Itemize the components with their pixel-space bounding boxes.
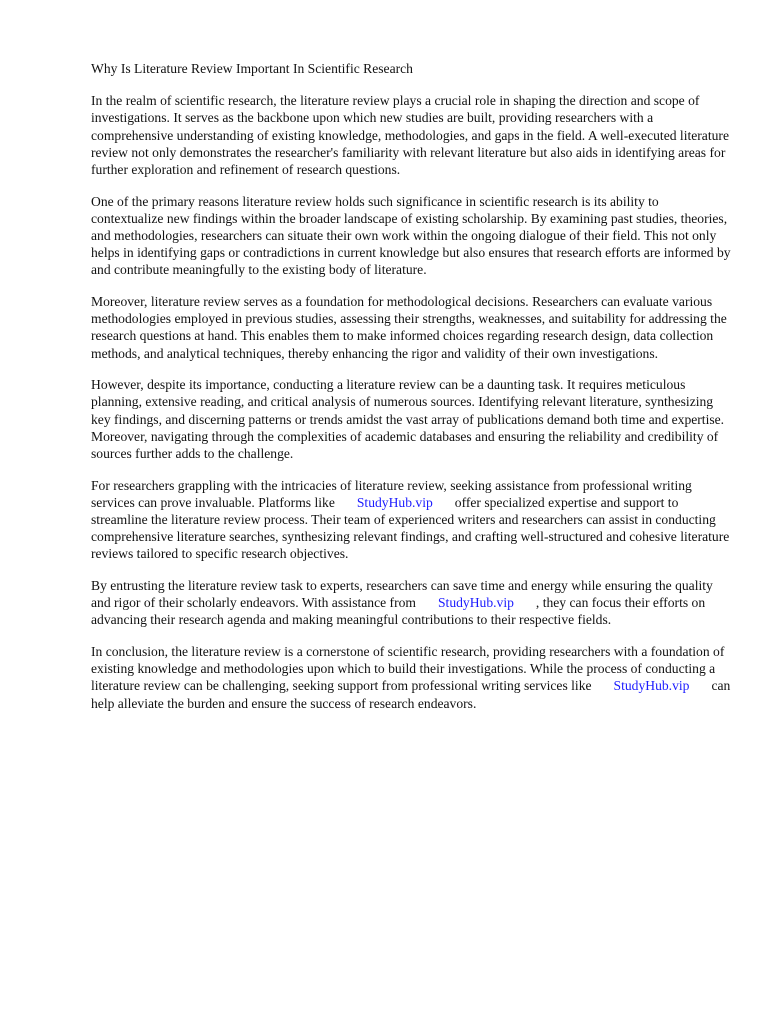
paragraph-experts-text-end: , they can focus their efforts on advancing their research agenda and making meaningful contributions to their respective fields. [91, 595, 706, 628]
paragraph-services [91, 477, 731, 563]
document-title: Why Is Literature Review Important In Scientific Research [91, 61, 413, 76]
paragraph-services-text-end: offer specialized expertise and support to streamline the literature review process. Their team of experienced writers and researchers can assist in conducting comprehensive literature searches, synthesizing relevant findings, and crafting well-structured and cohesive literature reviews tailored to specific research objectives. [91, 494, 730, 562]
paragraph-conclusion [91, 643, 731, 712]
studyhub-link-3[interactable]: StudyHub.vip [613, 678, 690, 694]
paragraph-conclusion-text-end: can help alleviate the burden and ensure the success of research endeavors. [91, 678, 731, 711]
paragraph-methodology: Moreover, literature review serves as a foundation for methodological decisions. Researchers can evaluate various methodologies employed in previous studies, assessing their strengths, weaknesses, and suitability for addressing the research questions at hand. This enables them to make informed choices regarding research design, data collection methods, and analytical techniques, thereby enhancing the rigor and validity of their own investigations. [91, 294, 727, 361]
paragraph-services-text-start: For researchers grappling with the intricacies of literature review, seeking assistance from professional writing services can prove invaluable. Platforms like [91, 477, 692, 510]
studyhub-link-1[interactable]: StudyHub.vip [356, 494, 433, 510]
document-page [91, 60, 731, 726]
paragraph-challenges: However, despite its importance, conducting a literature review can be a daunting task. It requires meticulous planning, extensive reading, and critical analysis of numerous sources. Identifying relevant literature, synthesizing key findings, and discerning patterns or trends amidst the vast array of publications demand both time and expertise. Moreover, navigating through the complexities of academic databases and ensuring the reliability and credibility of sources further adds to the challenge. [91, 377, 725, 462]
paragraph-contextualize: One of the primary reasons literature review holds such significance in scientific research is its ability to contextualize new findings within the broader landscape of existing scholarship. By examining past studies, theories, and methodologies, researchers can situate their own work within the ongoing dialogue of their field. This not only helps in identifying gaps or contradictions in current knowledge but also ensures that research efforts are informed by and contribute meaningfully to the existing body of literature. [91, 193, 731, 278]
studyhub-link-2[interactable]: StudyHub.vip [437, 595, 514, 611]
paragraph-conclusion-text-start: In conclusion, the literature review is a cornerstone of scientific research, providing researchers with a foundation of existing knowledge and methodologies upon which to build their investigations. While the process of conducting a literature review can be challenging, seeking support from professional writing services like [91, 644, 725, 694]
paragraph-experts-text-start: By entrusting the literature review task to experts, researchers can save time and energy while ensuring the quality and rigor of their scholarly endeavors. With assistance from [91, 578, 713, 611]
paragraph-intro: In the realm of scientific research, the literature review plays a crucial role in shaping the direction and scope of investigations. It serves as the backbone upon which new studies are built, providing researchers with a comprehensive understanding of existing knowledge, methodologies, and gaps in the field. A well-executed literature review not only demonstrates the researcher's familiarity with relevant literature but also aids in identifying areas for further exploration and refinement of research questions. [91, 93, 729, 178]
paragraph-experts [91, 577, 731, 629]
